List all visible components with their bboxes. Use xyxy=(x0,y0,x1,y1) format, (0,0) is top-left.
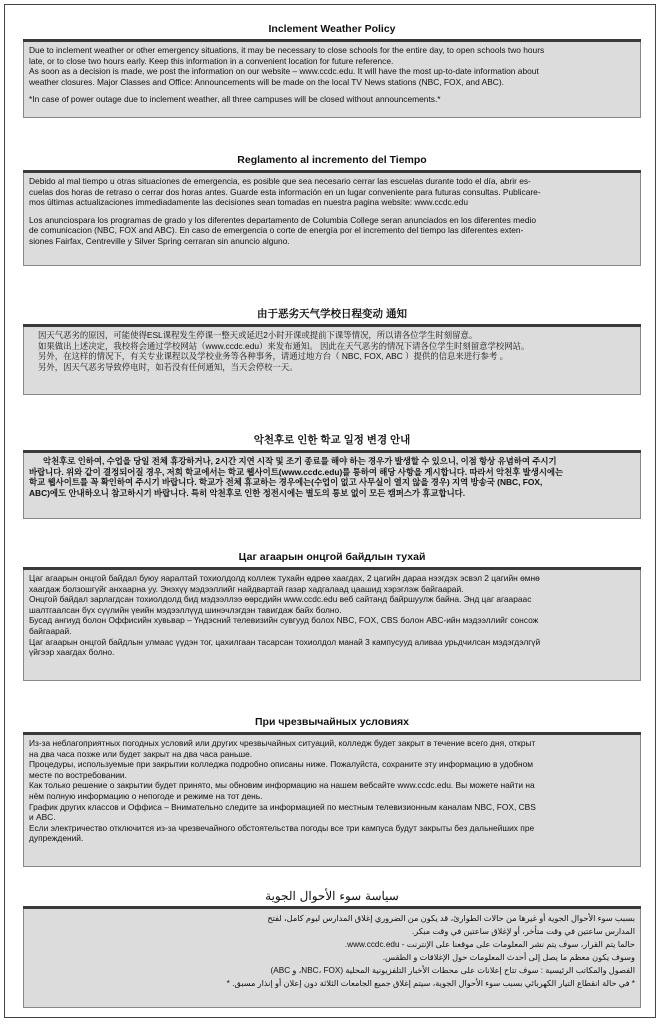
body-line: 另外，因天气恶劣导致停电时，如若没有任何通知，当天会停校一天。 xyxy=(38,361,298,372)
section-body xyxy=(23,327,641,395)
body-line: и ABC. xyxy=(29,812,56,823)
body-line: Онцгой байдал зарлагдсан тохиолдолд бид мэдээллээ өөрсдийн www.ccdc.edu веб сайтанд байршуулж байна. Энд цаг агаараас xyxy=(29,594,532,605)
section-title: 악천후로 인한 학교 일정 변경 안내 xyxy=(253,434,411,446)
section-body xyxy=(23,735,641,867)
section-title: При чрезвычайных условиях xyxy=(254,716,410,728)
body-line: График других классов и Оффиса – Внимательно следите за информацией по местным телевизионным каналам NBC, FOX, CBS xyxy=(29,801,536,812)
section-title: 由于恶劣天气学校日程变动 通知 xyxy=(257,308,407,320)
body-line: siones Fairfax, Centreville y Silver Spring cerraran sin anuncio alguno. xyxy=(29,235,290,246)
body-line: de comunicacion (NBC, FOX and ABC). En caso de emergencia o corte de energía por el incremento del tiempo las diferentes exten- xyxy=(29,225,524,236)
section-spanish xyxy=(23,153,641,266)
body-line: Если электричество отключится из-за чрезвечайного обстоятельства погоды все три кампуса будут закрыты без дальнейших пре xyxy=(29,822,535,833)
body-line: بسبب سوء الأحوال الجوية أو غيرها من حالات الطوارئ، قد يكون من الضروري إغلاق المدارس ليوم كامل، لفتح xyxy=(267,914,635,923)
body-line: المدارس ساعتين في وقت متأخر، أو لإغلاق ساعتين في وقت مبكر. xyxy=(411,927,635,936)
body-line: хаагдаж болзошгүйг анхаарна уу. Энэхүү мэдээллийг найдвартай газар хадгалаад цаашид хэрэглэж байгаарай. xyxy=(29,583,464,594)
body-line: Процедуры, используемые при закрытии колледжа подробно описаны ниже. Пожалуйста, сохраните эту информацию в удобном xyxy=(29,759,534,770)
section-chinese xyxy=(23,307,641,395)
body-line: байгаарай. xyxy=(29,625,72,636)
body-line: үйгээр хаагдах болно. xyxy=(29,647,115,658)
body-line: weather closures. Major Classes and Office: Announcements will be made on the local TV News stations (NBC, FOX, and ABC). xyxy=(29,76,504,87)
section-arabic xyxy=(23,889,641,1008)
section-title: سياسة سوء الأحوال الجوية xyxy=(265,889,399,903)
section-english xyxy=(23,22,641,118)
body-line: 如果做出上述决定，我校将会通过学校网站（www.ccdc.edu）来发布通知。 因此在天气恶劣的情况下请各位学生时刻留意学校网站。 xyxy=(38,340,530,351)
body-line: Debido al mal tiempo u otras situaciones de emergencia, es posible que sea necesario cerrar las escuelas durante todo el día, abrir es- xyxy=(29,176,531,186)
section-title: Inclement Weather Policy xyxy=(268,23,396,35)
section-title: Reglamento al incremento del Tiempo xyxy=(237,154,427,166)
body-line: Цаг агаарын онцгой байдал буюу яаралтай тохиолдолд коллеж тухайн өдрөө хаагдах, 2 цагийн дараа нээгдэх эсвэл 2 цагийн өмнө xyxy=(29,573,540,583)
body-line: 另外，在这样的情况下，有关专业课程以及学校业务等各种事务，请通过地方台（ NBC, FOX, ABC ）提供的信息来进行参考 。 xyxy=(38,351,508,362)
body-line: Бусад ангиуд болон Оффисийн хувьвар – Үндэсний телевизийн сувгууд болох NBC, FOX, CBS болон ABC-ийн мэдээллийг сонсож xyxy=(29,615,539,626)
section-korean xyxy=(23,433,641,519)
body-line: 학교 웹사이트를 꼭 확인하여 주시기 바랍니다. 학교가 전체 휴교하는 경우에는(수업이 없고 사무실이 열지 않을 경우) 지역 방송국 (NBC, FOX, xyxy=(29,477,543,488)
body-line: 바랍니다. 위와 같이 결정되어질 경우, 저희 학교에서는 학교 웹사이트(www.ccdc.edu)를 통하여 해당 사항을 게시합니다. 따라서 악천후 발생시에는 xyxy=(29,466,564,477)
body-line: на два часа позже или будет закрыт на два часа раньше. xyxy=(29,748,253,759)
body-line: Из-за неблагоприятных погодных условий или других чрезвычайных ситуаций, колледж будет закрыт в течение всего дня, открыт xyxy=(29,738,536,748)
section-russian xyxy=(23,715,641,867)
body-line: шалтгаалсан бүх сүүлийн үеийн мэдээллүүд шинэчлэгдэн тавигдаж байх болно. xyxy=(29,604,342,615)
body-line: Due to inclement weather or other emergency situations, it may be necessary to close schools for the entire day, to open schools two hours xyxy=(29,45,545,55)
body-line: *In case of power outage due to inclement weather, all three campuses will be closed without announcements.* xyxy=(29,94,441,105)
body-line: 因天气恶劣的原因，可能使得ESL课程发生停课一整天或延迟2小时开课或提前下课等情况，所以请各位学生时刻留意。 xyxy=(38,330,478,340)
section-body xyxy=(23,570,641,681)
section-body xyxy=(23,453,641,519)
body-line: الفصول والمكاتب الرئيسية : سوف تتاح إعلانات على محطات الأخبار التلفزيونية المحلية (NBC، FOX، و ABC) xyxy=(270,966,635,975)
body-line: нём полную информацию о непогоде и режиме на тот день. xyxy=(29,790,263,801)
section-body xyxy=(23,42,641,118)
section-body xyxy=(23,173,641,266)
body-line: حالما يتم القرار، سوف يتم نشر المعلومات على موقعنا على الإنترنت - www.ccdc.edu. xyxy=(344,940,635,949)
body-line: As soon as a decision is made, we post the information on our website – www.ccdc.edu. It will have the most up-to-date information about xyxy=(29,66,539,77)
body-line: Цаг агаарын онцгой байдлын улмаас үүдэн тог, цахилгаан тасарсан тохиолдол манай 3 кампусууд аливаа урьдчилсан мэдэгдэлгүй xyxy=(29,636,541,647)
section-title: Цаг агаарын онцгой байдлын тухай xyxy=(238,551,426,563)
body-line: cuelas dos horas de retraso o cerrar dos horas antes. Guarde esta información en un lugar conveniente para futuras consultas. Publicare- xyxy=(29,186,541,197)
body-line: Los anunciospara los programas de grado y los diferentes departamento de Columbia College seran anunciados en los diferentes medio xyxy=(29,214,536,225)
body-line: Как только решение о закрытии будет принято, мы обновим информацию на нашем вебсайте www.ccdc.edu. Вы можете найти на xyxy=(29,780,535,791)
body-line: месте по востребовании. xyxy=(29,769,127,780)
section-mongolian xyxy=(23,550,641,681)
body-line: وسوف يكون معظم ما يصل إلى أحدث المعلومات حول الإغلاقات و الطقس. xyxy=(382,953,635,962)
body-line: * في حالة انقطاع التيار الكهربائي بسبب سوء الأحوال الجوية، سيتم إغلاق جميع الجامعات الثلاثة دون إعلان أو إنذار مسبق. * xyxy=(226,979,635,988)
body-line: дупреждений. xyxy=(29,833,84,844)
section-body xyxy=(23,909,641,1008)
body-line: 악천후로 인하여, 수업을 당일 전체 휴강하거나, 2시간 지연 시작 및 조기 종료를 해야 하는 경우가 발생할 수 있으니, 이점 항상 유념하여 주시기 xyxy=(43,456,557,466)
body-line: mos últimas actualizaciones immediadamente las decisiones sean tomadas en nuestra pagina website: www.ccdc.edu xyxy=(29,197,468,208)
body-line: late, or to close two hours early. Keep this information in a convenient location for future reference. xyxy=(29,55,394,66)
body-line: ABC)에도 안내하오니 참고하시기 바랍니다. 특히 악천후로 인한 정전시에는 별도의 통보 없이 모든 캠퍼스가 휴교합니다. xyxy=(29,487,466,498)
